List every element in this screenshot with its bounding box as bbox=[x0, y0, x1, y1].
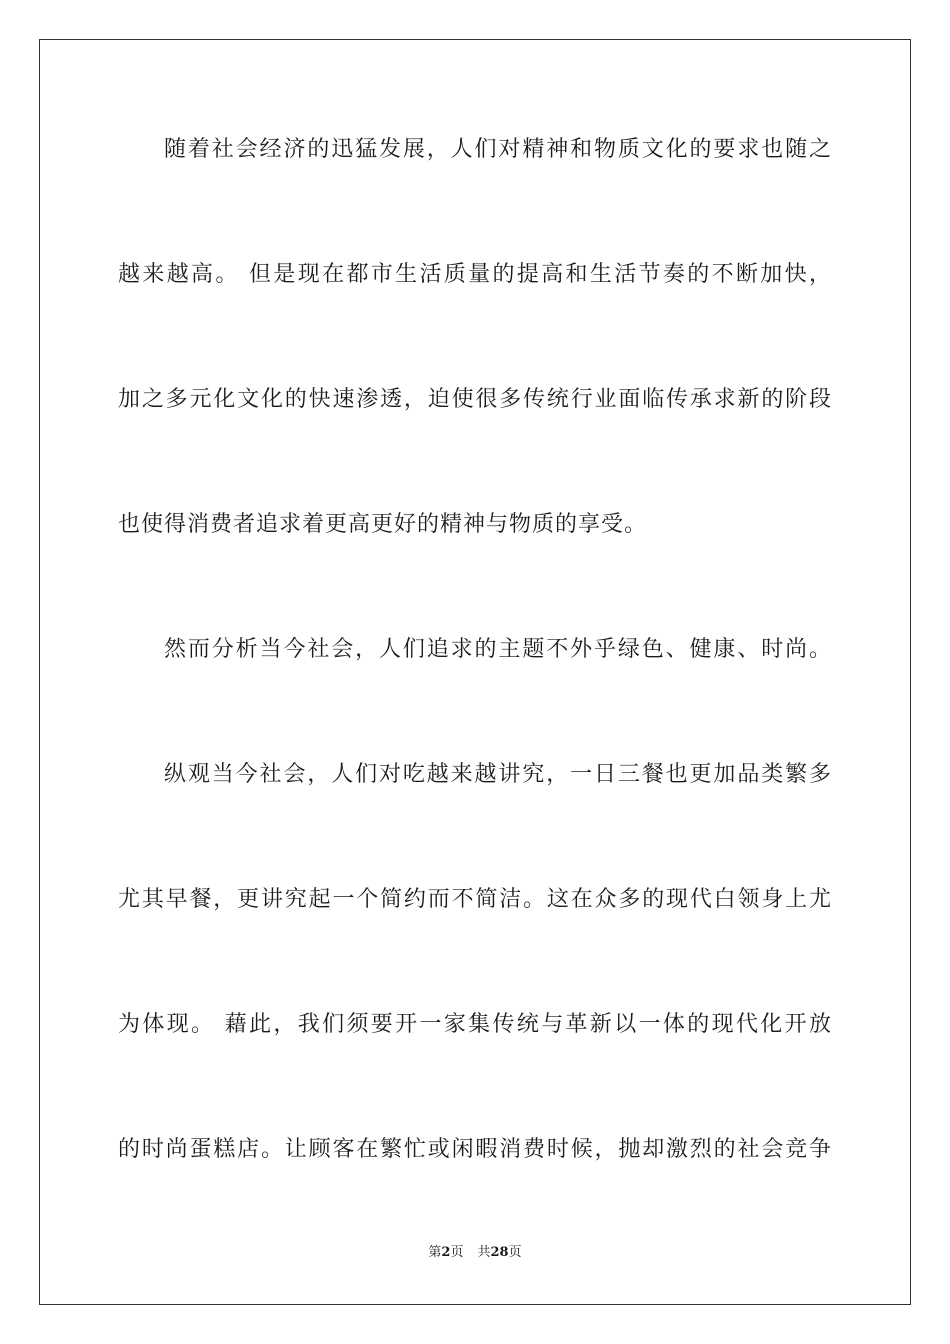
text-line-8: 为体现。 藉此，我们须要开一家集传统与革新以一体的现代化开放 bbox=[118, 1012, 832, 1037]
page-suffix: 页 bbox=[450, 1245, 464, 1260]
text-line-4: 也使得消费者追求着更高更好的精神与物质的享受。 bbox=[118, 512, 648, 537]
text-line-1: 随着社会经济的迅猛发展，人们对精神和物质文化的要求也随之 bbox=[164, 137, 832, 162]
total-prefix: 共 bbox=[477, 1245, 491, 1260]
text-line-7: 尤其早餐，更讲究起一个简约而不简洁。这在众多的现代白领身上尤 bbox=[118, 887, 832, 912]
page-border bbox=[39, 39, 911, 1305]
text-line-3: 加之多元化文化的快速渗透，迫使很多传统行业面临传承求新的阶段 bbox=[118, 387, 832, 412]
text-line-2: 越来越高。 但是现在都市生活质量的提高和生活节奏的不断加快， bbox=[118, 262, 832, 287]
text-line-6: 纵观当今社会，人们对吃越来越讲究，一日三餐也更加品类繁多 bbox=[164, 762, 832, 787]
text-line-9: 的时尚蛋糕店。让顾客在繁忙或闲暇消费时候，抛却激烈的社会竞争 bbox=[118, 1137, 832, 1162]
page-footer bbox=[0, 1244, 950, 1262]
page-prefix: 第 bbox=[428, 1245, 442, 1260]
total-pages: 28 bbox=[490, 1245, 509, 1260]
page-number: 2 bbox=[441, 1245, 451, 1260]
total-suffix: 页 bbox=[508, 1245, 522, 1260]
text-line-5: 然而分析当今社会，人们追求的主题不外乎绿色、健康、时尚。 bbox=[164, 637, 832, 662]
